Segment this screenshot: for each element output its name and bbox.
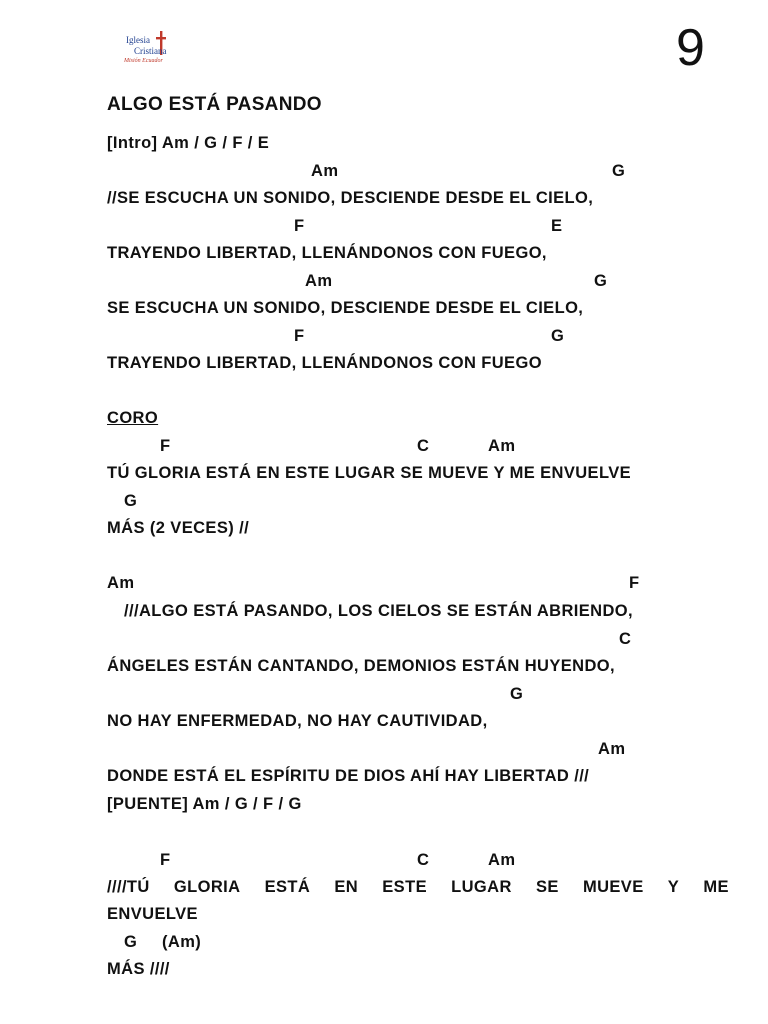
page-number: 9 <box>676 19 705 77</box>
chord: Am <box>488 437 516 455</box>
lyric-word: ESTÁ <box>264 878 311 896</box>
lyric-line: NO HAY ENFERMEDAD, NO HAY CAUTIVIDAD, <box>107 712 488 730</box>
chord: Am <box>311 162 339 180</box>
lyric-word: EN <box>334 878 359 896</box>
chord: G <box>124 492 138 510</box>
lyric-line: DONDE ESTÁ EL ESPÍRITU DE DIOS AHÍ HAY LIBERTAD /// <box>107 767 590 785</box>
chord: F <box>294 327 305 345</box>
logo-text-iglesia: Iglesia <box>126 35 150 45</box>
lyric-line: MÁS //// <box>107 960 170 978</box>
song-title: ALGO ESTÁ PASANDO <box>107 94 322 115</box>
lyric-line: TRAYENDO LIBERTAD, LLENÁNDONOS CON FUEGO <box>107 354 542 372</box>
logo-text-cristiana: Cristiana <box>134 46 167 56</box>
chord: G <box>594 272 608 290</box>
lyric-word: ESTE <box>382 878 427 896</box>
chord: Am <box>598 740 626 758</box>
lyric-line-justified <box>107 879 729 896</box>
chord: Am <box>305 272 333 290</box>
section-heading-coro: CORO <box>107 409 159 427</box>
lyric-line: ///ALGO ESTÁ PASANDO, LOS CIELOS SE ESTÁN ABRIENDO, <box>124 602 634 620</box>
chord: C <box>417 851 430 869</box>
lyric-line: TÚ GLORIA ESTÁ EN ESTE LUGAR SE MUEVE Y ME ENVUELVE <box>107 464 632 482</box>
lyric-word: LUGAR <box>451 878 512 896</box>
chord: G <box>612 162 626 180</box>
chord: F <box>294 217 305 235</box>
intro-line: [Intro] Am / G / F / E <box>107 134 270 152</box>
logo-tagline: Misión Ecuador <box>124 58 163 64</box>
lyric-line: TRAYENDO LIBERTAD, LLENÁNDONOS CON FUEGO, <box>107 244 547 262</box>
chord: F <box>629 574 640 592</box>
lyric-line: SE ESCUCHA UN SONIDO, DESCIENDE DESDE EL CIELO, <box>107 299 584 317</box>
bridge-line: [PUENTE] Am / G / F / G <box>107 795 302 813</box>
church-logo <box>122 30 180 70</box>
lyric-word: ME <box>703 878 729 896</box>
lyric-word: SE <box>535 878 559 896</box>
chord: G <box>510 685 524 703</box>
lyric-line: ÁNGELES ESTÁN CANTANDO, DEMONIOS ESTÁN HUYENDO, <box>107 657 616 675</box>
lyric-word: GLORIA <box>173 878 241 896</box>
chord: F <box>160 437 171 455</box>
lyric-word: Y <box>667 878 680 896</box>
chord: G <box>124 933 138 951</box>
lyric-line: //SE ESCUCHA UN SONIDO, DESCIENDE DESDE EL CIELO, <box>107 189 594 207</box>
chord: F <box>160 851 171 869</box>
chord: Am <box>488 851 516 869</box>
lyric-word: ////TÚ <box>107 878 150 896</box>
chord: G <box>551 327 565 345</box>
chord: E <box>551 217 563 235</box>
lyric-word: MUEVE <box>582 878 644 896</box>
lyric-line: ENVUELVE <box>107 905 198 923</box>
chord: (Am) <box>162 933 202 951</box>
lyric-line: MÁS (2 VECES) // <box>107 519 250 537</box>
chord: C <box>619 630 632 648</box>
chord: Am <box>107 574 135 592</box>
chord: C <box>417 437 430 455</box>
